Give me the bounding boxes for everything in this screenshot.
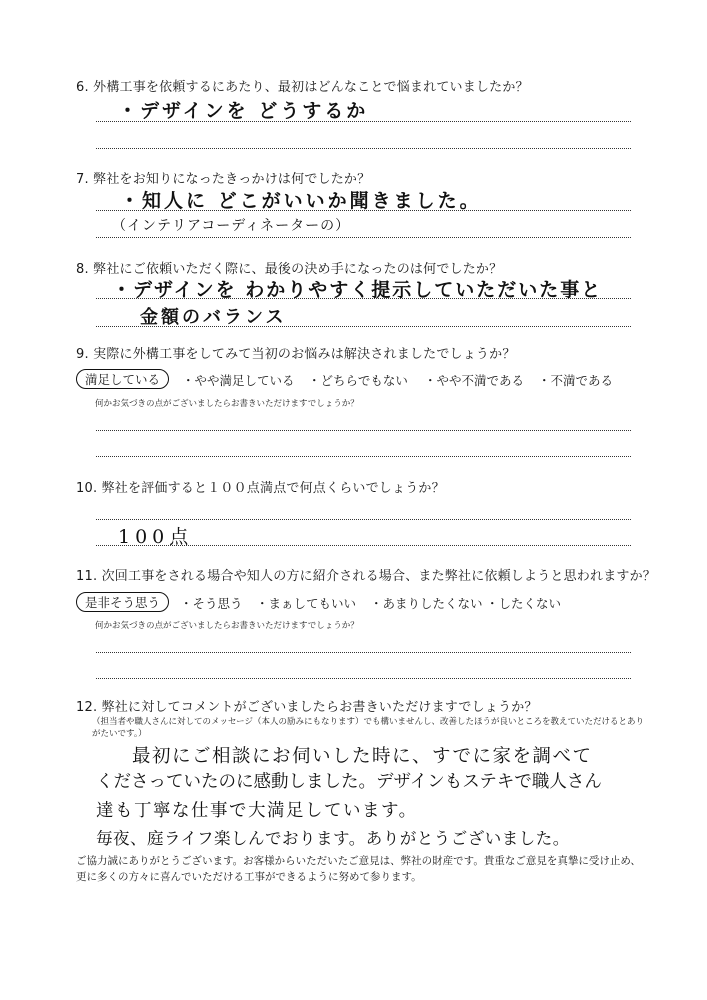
question-9: 9. 実際に外構工事をしてみて当初のお悩みは解決されましたでしょうか？ (76, 347, 516, 362)
answer-8-line1: ・デザインを わかりやすく提示していただいた事と (112, 279, 603, 301)
answer-line (96, 456, 631, 457)
q11-option[interactable]: ・あまりしたくない (370, 596, 483, 611)
q9-option[interactable]: ・どちらでもない (308, 373, 408, 388)
answer-6: ・デザインを どうするか (118, 100, 369, 122)
answer-12-line2: くださっていたのに感動しました。デザインもステキで職人さん (96, 772, 602, 792)
answer-line (96, 326, 631, 327)
answer-12-line4: 毎夜、庭ライフ楽しんでおります。ありがとうございました。 (96, 829, 570, 848)
q9-option[interactable]: ・やや不満である (424, 373, 525, 388)
answer-line (96, 652, 631, 653)
q9-option[interactable]: ・不満である (538, 373, 614, 388)
answer-line (96, 519, 631, 520)
question-10: 10. 弊社を評価すると１００点満点で何点くらいでしょうか？ (76, 481, 445, 496)
answer-line (96, 237, 631, 238)
question-6: 6. 外構工事を依頼するにあたり、最初はどんなことで悩まれていましたか？ (76, 80, 529, 95)
q9-option[interactable]: ・やや満足している (182, 373, 295, 388)
answer-line (96, 298, 631, 299)
q11-prompt: 何かお気づきの点がございましたらお書きいただけますでしょうか？ (95, 621, 359, 631)
answer-7-line1: ・知人に どこがいいか聞きました。 (120, 190, 482, 212)
q9-option-selected[interactable]: 満足している (76, 369, 169, 389)
q11-option[interactable]: ・そう思う (180, 596, 243, 611)
answer-line (96, 210, 631, 211)
answer-8-line2: 金額のバランス (140, 307, 287, 328)
q12-note: （担当者や職人さんに対してのメッセージ（本人の励みにもなります）でも構いませんし、改善したほうが良いところを教えていただけるとありがたいです。） (92, 717, 644, 739)
question-11: 11. 次回工事をされる場合や知人の方に紹介される場合、また弊社に依頼しようと思われますか？ (76, 569, 657, 584)
q9-prompt: 何かお気づきの点がございましたらお書きいただけますでしょうか？ (95, 399, 359, 409)
q11-option[interactable]: ・したくない (486, 596, 562, 611)
answer-line (96, 121, 631, 122)
question-7: 7. 弊社をお知りになったきっかけは何でしたか？ (76, 172, 371, 187)
answer-12-line3: 達も丁寧な仕事で大満足しています。 (96, 801, 418, 821)
answer-7-line2: （インテリアコーディネーターの） (112, 218, 351, 234)
answer-line (96, 148, 631, 149)
footer-message: ご協力誠にありがとうございます。お客様からいただいたご意見は、弊社の財産です。貴重なご意見を真摯に受け止め、更に多くの方々に喜んでいただける工事ができるように努めて参ります。 (76, 855, 641, 883)
answer-line (96, 545, 631, 546)
q11-option[interactable]: ・まぁしてもいい (256, 596, 357, 611)
answer-10: 100点 (118, 526, 194, 548)
answer-12-line1: 最初にご相談にお伺いした時に、すでに家を調べて (132, 746, 593, 767)
answer-line (96, 430, 631, 431)
question-12: 12. 弊社に対してコメントがございましたらお書きいただけますでしょうか？ (76, 700, 538, 715)
answer-line (96, 678, 631, 679)
question-8: 8. 弊社にご依頼いただく際に、最後の決め手になったのは何でしたか？ (76, 262, 503, 277)
q11-option-selected[interactable]: 是非そう思う (76, 592, 169, 612)
